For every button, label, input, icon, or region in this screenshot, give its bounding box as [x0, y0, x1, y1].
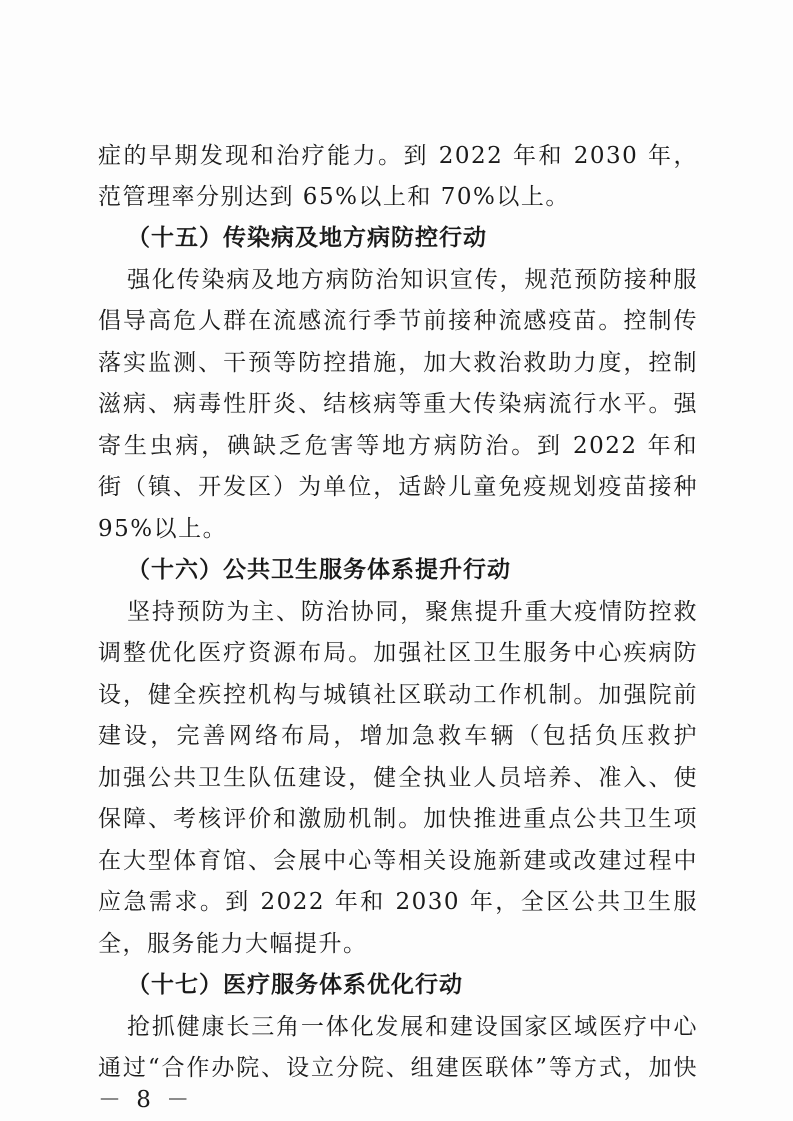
paragraph-line: 街（镇、开发区）为单位，适龄儿童免疫规划疫苗接种: [98, 474, 698, 500]
paragraph-line: 倡导高危人群在流感流行季节前接种流感疫苗。控制传: [98, 308, 698, 334]
paragraph-line: 95%以上。: [98, 516, 228, 542]
paragraph-line: 全，服务能力大幅提升。: [98, 931, 368, 957]
paragraph-line: 坚持预防为主、防治协同，聚焦提升重大疫情防控救: [127, 599, 698, 625]
paragraph-line: 在大型体育馆、会展中心等相关设施新建或改建过程中: [98, 848, 698, 874]
paragraph-line: 寄生虫病，碘缺乏危害等地方病防治。到 2022 年和: [98, 433, 698, 459]
paragraph-line: 落实监测、干预等防控措施，加大救治救助力度，控制: [98, 350, 698, 376]
paragraph-line: 设，健全疾控机构与城镇社区联动工作机制。加强院前: [98, 682, 698, 708]
paragraph-line: 保障、考核评价和激励机制。加快推进重点公共卫生项: [98, 806, 698, 832]
paragraph-line: 抢抓健康长三角一体化发展和建设国家区域医疗中心: [127, 1014, 698, 1040]
paragraph-line: 调整优化医疗资源布局。加强社区卫生服务中心疾病防: [98, 640, 698, 666]
paragraph-line: 建设，完善网络布局，增加急救车辆（包括负压救护: [98, 723, 698, 749]
paragraph-line: 强化传染病及地方病防治知识宣传，规范预防接种服: [127, 267, 698, 293]
section-heading-15: （十五）传染病及地方病防控行动: [127, 224, 487, 251]
section-heading-17: （十七）医疗服务体系优化行动: [127, 971, 463, 998]
paragraph-line: 症的早期发现和治疗能力。到 2022 年和 2030 年，: [98, 143, 698, 169]
paragraph-line: 应急需求。到 2022 年和 2030 年，全区公共卫生服: [98, 889, 698, 915]
paragraph-line: 通过“合作办院、设立分院、组建医联体”等方式，加快: [98, 1055, 698, 1081]
paragraph-line: 加强公共卫生队伍建设，健全执业人员培养、准入、使: [98, 765, 698, 791]
paragraph-line: 滋病、病毒性肝炎、结核病等重大传染病流行水平。强: [98, 391, 698, 417]
section-heading-16: （十六）公共卫生服务体系提升行动: [127, 556, 511, 583]
paragraph-line: 范管理率分别达到 65%以上和 70%以上。: [98, 184, 570, 210]
page-number: － 8 －: [98, 1087, 194, 1113]
